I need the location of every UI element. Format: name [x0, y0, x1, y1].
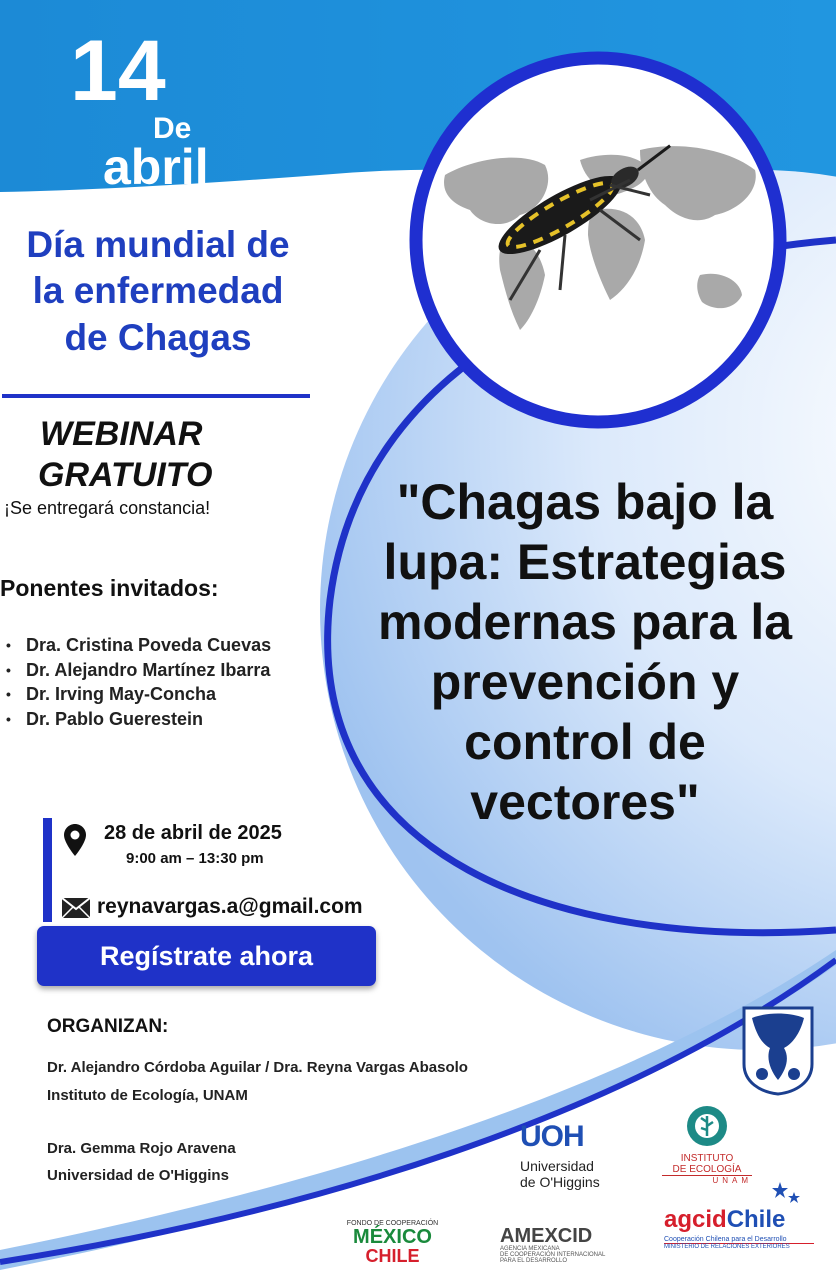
webinar-label: [40, 414, 212, 496]
stars-icon: [770, 1180, 804, 1210]
event-title-line: de Chagas: [64, 316, 252, 358]
agcid-part: agcid: [664, 1206, 727, 1233]
unam-seal-logo: [740, 1004, 816, 1096]
agcid-part: Chile: [726, 1206, 786, 1233]
agcid-sub: Cooperación Chilena para el Desarrollo: [664, 1236, 814, 1244]
agcid-chile-logo: [664, 1208, 814, 1250]
amexcid-sub: DE COOPERACIÓN INTERNACIONAL: [500, 1252, 606, 1258]
instituto-ecologia-logo: [662, 1104, 752, 1185]
event-title-line: la enfermedad: [32, 270, 284, 312]
main-title-line: modernas para la: [377, 594, 793, 650]
uoh-name-line: de O'Higgins: [520, 1174, 600, 1190]
organizer-line: Universidad de O'Higgins: [47, 1167, 229, 1184]
main-title-line: "Chagas bajo la: [396, 474, 774, 530]
date-day: 14: [70, 23, 166, 119]
amexcid-logo: [500, 1226, 618, 1264]
amexcid-sub: PARA EL DESARROLLO: [500, 1258, 568, 1264]
speaker-item: • Dra. Cristina Poveda Cuevas: [0, 633, 271, 658]
amexcid-sub: AGENCIA MEXICANA: [500, 1246, 560, 1252]
fondo-line: CHILE: [365, 1246, 420, 1266]
speaker-item: • Dr. Alejandro Martínez Ibarra: [0, 658, 271, 683]
title-divider: [2, 394, 310, 398]
organizer-line: Dr. Alejandro Córdoba Aguilar / Dra. Reyna Vargas Abasolo: [47, 1059, 468, 1076]
event-title-line: Día mundial de: [26, 224, 290, 265]
register-button[interactable]: Regístrate ahora: [37, 926, 376, 986]
event-title: [0, 222, 316, 361]
amexcid-mark: AMEXCID: [500, 1225, 593, 1247]
organizer-line: Dra. Gemma Rojo Aravena: [47, 1140, 236, 1157]
date-month: abril: [103, 139, 209, 195]
speakers-heading: Ponentes invitados:: [0, 575, 219, 601]
event-time: 9:00 am – 13:30 pm: [126, 850, 264, 867]
main-title-line: prevención y: [430, 654, 740, 710]
date-de: De: [153, 112, 192, 145]
agcid-wordmark: [664, 1208, 814, 1232]
uoh-mark: UOH: [520, 1120, 584, 1153]
main-title-line: control de: [464, 714, 706, 770]
main-title-line: lupa: Estrategias: [383, 534, 787, 590]
ieunam-line: DE ECOLOGÍA: [662, 1164, 752, 1176]
main-title-line: vectores": [470, 774, 700, 830]
location-pin-icon: [64, 824, 86, 856]
fondo-line: MÉXICO: [353, 1226, 432, 1248]
agcid-sub: MINISTERIO DE RELACIONES EXTERIORES: [664, 1244, 790, 1250]
uoh-name-line: Universidad: [520, 1158, 594, 1174]
uoh-logo: [520, 1122, 630, 1190]
contact-email[interactable]: reynavargas.a@gmail.com: [97, 895, 363, 918]
event-date: 28 de abril de 2025: [104, 822, 282, 844]
ieunam-line: INSTITUTO: [680, 1153, 734, 1164]
fondo-mexico-chile-logo: [330, 1220, 455, 1265]
organizer-line: Instituto de Ecología, UNAM: [47, 1087, 248, 1104]
speakers-list: [0, 633, 271, 731]
webinar-line: WEBINAR: [40, 415, 203, 453]
speaker-item: • Dr. Irving May-Concha: [0, 682, 271, 707]
speaker-item: • Dr. Pablo Guerestein: [0, 707, 271, 732]
organizers-heading: ORGANIZAN:: [47, 1016, 169, 1037]
fondo-top-text: FONDO DE COOPERACIÓN: [346, 1220, 439, 1227]
ieunam-line: UNAM: [712, 1176, 752, 1185]
certificate-note: ¡Se entregará constancia!: [4, 498, 211, 518]
leaf-circle-icon: [685, 1104, 729, 1148]
envelope-icon: [62, 898, 90, 918]
main-title: [340, 472, 830, 832]
details-accent-bar: [43, 818, 52, 922]
webinar-line: GRATUITO: [38, 455, 213, 494]
